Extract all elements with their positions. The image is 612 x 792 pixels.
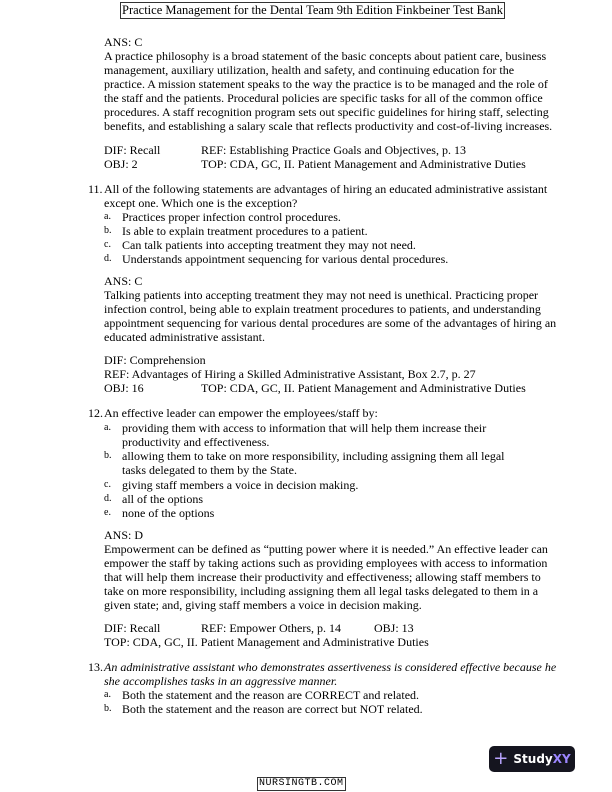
q12-option-b-cont: tasks delegated to them by the State.: [122, 463, 297, 477]
q12-option-a-cont: productivity and effectiveness.: [122, 435, 270, 449]
q11-option-a: Practices proper infection control procedures.: [122, 210, 341, 224]
q11-option-c: Can talk patients into accepting treatment they may not need.: [122, 238, 416, 252]
q11-top: TOP: CDA, GC, II. Patient Management and Administrative Duties: [201, 381, 526, 395]
q13-option-b: Both the statement and the reason are correct but NOT related.: [122, 702, 423, 716]
q11-obj: OBJ: 16: [104, 381, 144, 395]
q11-stem: All of the following statements are advantages of hiring an educated administrative assistant: [104, 182, 548, 196]
studyxy-logo-text: [513, 752, 570, 766]
q12-option-e: none of the options: [122, 506, 215, 520]
q10-ref: REF: Establishing Practice Goals and Objectives, p. 13: [201, 143, 466, 157]
q10-rationale-line: procedures. A staff recognition program sets out specific guidelines for hiring staff, selecting: [104, 105, 549, 119]
option-letter: b.: [104, 703, 112, 714]
q10-rationale-line: management, auxiliary utilization, health and safety, and continuing education for the: [104, 63, 515, 77]
q11-ref: REF: Advantages of Hiring a Skilled Administrative Assistant, Box 2.7, p. 27: [104, 367, 476, 381]
q10-rationale-line: practice. A mission statement speaks to the way the practice is to be managed and the role of: [104, 77, 548, 91]
q10-obj: OBJ: 2: [104, 157, 138, 171]
q12-option-b: allowing them to take on more responsibility, including assigning them all legal: [122, 449, 505, 463]
q10-dif: DIF: Recall: [104, 143, 161, 157]
plus-icon: +: [493, 748, 509, 769]
q12-option-a: providing them with access to information that will help them increase their: [122, 421, 487, 435]
option-letter: e.: [104, 507, 111, 518]
option-letter: a.: [104, 211, 111, 222]
q11-number: 11.: [88, 182, 103, 196]
q11-rationale-line: Talking patients into accepting treatment they may not need is unethical. Practicing proper: [104, 288, 539, 302]
page-header: Practice Management for the Dental Team 9th Edition Finkbeiner Test Bank: [122, 3, 504, 17]
q10-top: TOP: CDA, GC, II. Patient Management and Administrative Duties: [201, 157, 526, 171]
q10-rationale-line: A practice philosophy is a broad statement of the basic concepts about patient care, business: [104, 49, 547, 63]
q11-dif: DIF: Comprehension: [104, 353, 206, 367]
q12-rationale-line: that will help them increase their productivity and effectiveness; allowing staff members to: [104, 570, 541, 584]
q12-number: 12.: [88, 406, 103, 420]
q11-answer: ANS: C: [104, 274, 143, 288]
q13-stem: she accomplishes tasks in an aggressive manner.: [104, 674, 338, 688]
q12-top: TOP: CDA, GC, II. Patient Management and Administrative Duties: [104, 635, 429, 649]
q13-number: 13.: [88, 660, 103, 674]
q10-answer: ANS: C: [104, 35, 143, 49]
q11-rationale-line: educated administrative assistant.: [104, 330, 265, 344]
q12-dif: DIF: Recall: [104, 621, 161, 635]
option-letter: a.: [104, 422, 111, 433]
q12-rationale-line: take on more responsibility, including assigning them all legal tasks delegated to them in a: [104, 584, 539, 598]
q12-option-c: giving staff members a voice in decision making.: [122, 478, 359, 492]
q11-rationale-line: infection control, being able to explain treatment procedures to patients, and understanding: [104, 302, 541, 316]
option-letter: a.: [104, 689, 111, 700]
q10-rationale-line: the staff and the patients. Procedural policies are specific tasks for all of the common office: [104, 91, 543, 105]
option-letter: d.: [104, 253, 112, 264]
q12-obj: OBJ: 13: [374, 621, 414, 635]
option-letter: d.: [104, 493, 112, 504]
q12-rationale-line: empower the staff by taking actions such as providing employees with access to information: [104, 556, 548, 570]
studyxy-badge[interactable]: [489, 746, 575, 772]
q10-rationale-line: benefits, and establishing a salary scale that reflects productivity and cost-of-living increases.: [104, 119, 553, 133]
option-letter: b.: [104, 225, 112, 236]
option-letter: c.: [104, 479, 111, 490]
option-letter: b.: [104, 450, 112, 461]
q12-stem: An effective leader can empower the employees/staff by:: [104, 406, 378, 420]
logo-study: Study: [513, 752, 553, 766]
q13-stem: An administrative assistant who demonstrates assertiveness is considered effective because he: [104, 660, 557, 674]
q12-rationale-line: given state; and, giving staff members a voice in decision making.: [104, 598, 422, 612]
q11-option-d: Understands appointment sequencing for various dental procedures.: [122, 252, 449, 266]
option-letter: c.: [104, 239, 111, 250]
q11-rationale-line: appointment sequencing for various dental procedures are some of the advantages of hiring an: [104, 316, 557, 330]
q12-option-d: all of the options: [122, 492, 203, 506]
footer-watermark: NURSINGTB.COM: [259, 778, 344, 789]
q12-answer: ANS: D: [104, 528, 144, 542]
q12-ref: REF: Empower Others, p. 14: [201, 621, 341, 635]
q11-stem: except one. Which one is the exception?: [104, 196, 298, 210]
logo-xy: XY: [552, 752, 571, 766]
q13-option-a: Both the statement and the reason are CORRECT and related.: [122, 688, 420, 702]
q12-rationale-line: Empowerment can be defined as “putting power where it is needed.” An effective leader can: [104, 542, 548, 556]
q11-option-b: Is able to explain treatment procedures to a patient.: [122, 224, 368, 238]
